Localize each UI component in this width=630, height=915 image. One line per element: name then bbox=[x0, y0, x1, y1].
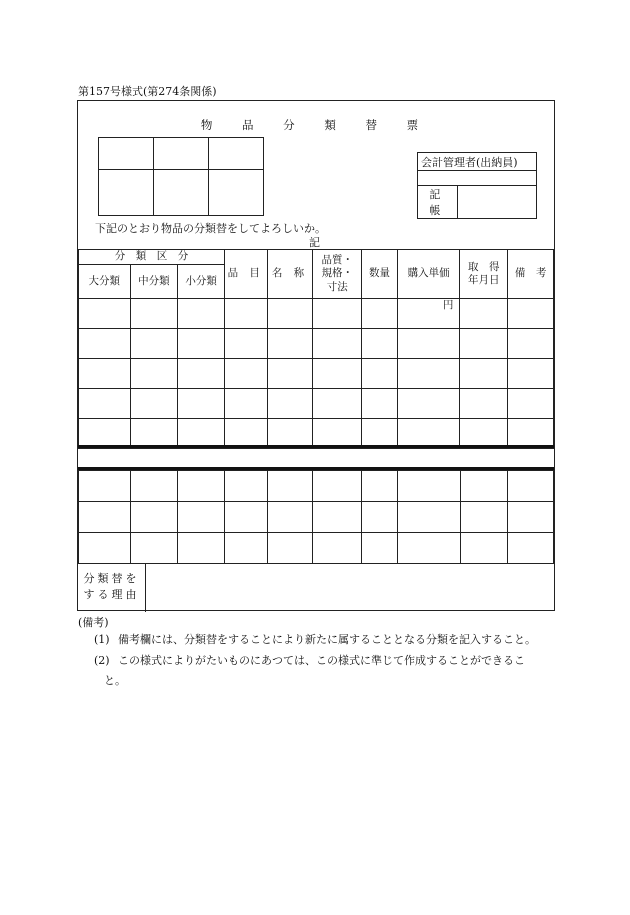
cell[interactable] bbox=[460, 299, 508, 329]
cell[interactable] bbox=[130, 329, 178, 359]
cell[interactable] bbox=[508, 533, 554, 564]
cell[interactable] bbox=[267, 389, 313, 419]
note-item bbox=[94, 651, 556, 691]
cell[interactable] bbox=[460, 389, 508, 419]
cell[interactable] bbox=[362, 419, 398, 449]
reason-label: 分類替をする理由 bbox=[78, 564, 146, 612]
stamp-grid bbox=[98, 137, 264, 216]
document-title: 物 品 分 類 替 票 bbox=[200, 118, 432, 132]
cell[interactable] bbox=[130, 502, 178, 533]
cell[interactable] bbox=[79, 299, 131, 329]
major-class-header: 大分類 bbox=[79, 265, 131, 299]
cell[interactable] bbox=[313, 419, 362, 449]
cell[interactable] bbox=[130, 359, 178, 389]
table-row bbox=[79, 359, 554, 389]
request-sentence: 下記のとおり物品の分類替をしてよろしいか。 bbox=[95, 222, 326, 235]
cell[interactable] bbox=[178, 533, 225, 564]
table-row bbox=[79, 533, 554, 564]
ki-label: 記 bbox=[309, 236, 320, 249]
cell[interactable] bbox=[397, 419, 460, 449]
cell[interactable] bbox=[225, 471, 268, 502]
stamp-cell[interactable] bbox=[209, 138, 264, 170]
cell[interactable] bbox=[460, 419, 508, 449]
cell[interactable] bbox=[460, 502, 508, 533]
cell[interactable] bbox=[79, 502, 131, 533]
note-number: (2) bbox=[94, 654, 110, 667]
cell[interactable] bbox=[178, 359, 225, 389]
cell[interactable] bbox=[313, 329, 362, 359]
cell[interactable] bbox=[362, 471, 398, 502]
cell[interactable] bbox=[130, 389, 178, 419]
form-frame bbox=[77, 100, 555, 611]
cell[interactable] bbox=[178, 471, 225, 502]
minor-class-header: 小分類 bbox=[178, 265, 225, 299]
unit-price-header: 購入単価 bbox=[397, 250, 460, 299]
cell[interactable] bbox=[130, 533, 178, 564]
spec-header-line: 規格・ bbox=[321, 267, 353, 280]
cell[interactable] bbox=[225, 502, 268, 533]
cell[interactable] bbox=[508, 502, 554, 533]
cell[interactable] bbox=[362, 502, 398, 533]
cell[interactable] bbox=[313, 502, 362, 533]
yen-unit-cell[interactable]: 円 bbox=[397, 299, 460, 329]
cell[interactable] bbox=[178, 329, 225, 359]
cell[interactable] bbox=[362, 299, 398, 329]
cell[interactable] bbox=[460, 359, 508, 389]
cell[interactable] bbox=[397, 502, 460, 533]
cell[interactable] bbox=[79, 419, 131, 449]
cell[interactable] bbox=[79, 329, 131, 359]
classification-header: 分 類 区 分 bbox=[79, 250, 225, 265]
cell[interactable] bbox=[460, 471, 508, 502]
cell[interactable] bbox=[79, 533, 131, 564]
register-field[interactable] bbox=[457, 186, 536, 219]
register-label: 記 帳 bbox=[418, 186, 458, 219]
note-text: 備考欄には、分類替をすることにより新たに属することとなる分類を記入すること。 bbox=[118, 633, 536, 646]
approval-box bbox=[417, 152, 537, 219]
cell[interactable] bbox=[267, 502, 313, 533]
middle-class-header: 中分類 bbox=[130, 265, 178, 299]
stamp-cell[interactable] bbox=[99, 138, 154, 170]
acq-header-line: 取 得 bbox=[468, 260, 500, 273]
cell[interactable] bbox=[362, 329, 398, 359]
cell[interactable] bbox=[224, 329, 267, 359]
quantity-header: 数量 bbox=[362, 250, 398, 299]
cell[interactable] bbox=[224, 359, 267, 389]
cell[interactable] bbox=[267, 471, 313, 502]
spec-header-line: 寸法 bbox=[326, 280, 348, 293]
spec-header-line: 品質・ bbox=[321, 254, 353, 267]
cell[interactable] bbox=[362, 389, 398, 419]
cell[interactable] bbox=[178, 502, 225, 533]
manager-label: 会計管理者(出納員) bbox=[418, 153, 537, 171]
note-item bbox=[94, 630, 556, 650]
cell[interactable] bbox=[397, 533, 460, 564]
cell[interactable] bbox=[508, 329, 554, 359]
page-break-line bbox=[78, 445, 554, 448]
cell[interactable] bbox=[79, 471, 131, 502]
stamp-cell[interactable] bbox=[154, 138, 209, 170]
cell[interactable] bbox=[178, 299, 225, 329]
cell[interactable] bbox=[508, 299, 554, 329]
manager-seal-field[interactable] bbox=[418, 171, 537, 186]
continuation-table bbox=[78, 470, 554, 564]
cell[interactable] bbox=[397, 471, 460, 502]
spec-header bbox=[313, 250, 362, 299]
table-row bbox=[79, 299, 554, 329]
cell[interactable] bbox=[267, 533, 313, 564]
cell[interactable] bbox=[508, 389, 554, 419]
cell[interactable] bbox=[362, 533, 398, 564]
cell[interactable] bbox=[130, 299, 178, 329]
cell[interactable] bbox=[178, 419, 225, 449]
acquisition-date-header bbox=[460, 250, 508, 299]
item-table bbox=[78, 249, 554, 449]
table-row bbox=[79, 471, 554, 502]
note-number: (1) bbox=[94, 633, 110, 646]
acq-header-line: 年月日 bbox=[468, 274, 500, 286]
table-row bbox=[79, 389, 554, 419]
cell[interactable] bbox=[460, 533, 508, 564]
notes-heading: (備考) bbox=[78, 616, 109, 629]
cell[interactable] bbox=[130, 419, 178, 449]
cell[interactable] bbox=[460, 329, 508, 359]
cell[interactable] bbox=[267, 419, 313, 449]
cell[interactable] bbox=[313, 299, 362, 329]
cell[interactable] bbox=[313, 533, 362, 564]
cell[interactable] bbox=[79, 359, 131, 389]
cell[interactable] bbox=[313, 389, 362, 419]
table-row bbox=[79, 419, 554, 449]
cell[interactable] bbox=[397, 389, 460, 419]
cell[interactable] bbox=[397, 359, 460, 389]
note-text-continuation: と。 bbox=[104, 674, 126, 687]
note-text: この様式によりがたいものにあつては、この様式に準じて作成することができるこ bbox=[118, 654, 525, 667]
cell[interactable] bbox=[178, 389, 225, 419]
stamp-cell[interactable] bbox=[99, 170, 154, 216]
name-header: 名 称 bbox=[267, 250, 313, 299]
cell[interactable] bbox=[313, 359, 362, 389]
cell[interactable] bbox=[508, 471, 554, 502]
cell[interactable] bbox=[508, 419, 554, 449]
stamp-cell[interactable] bbox=[154, 170, 209, 216]
cell[interactable] bbox=[508, 359, 554, 389]
cell[interactable] bbox=[313, 471, 362, 502]
cell[interactable] bbox=[79, 389, 131, 419]
cell[interactable] bbox=[224, 389, 267, 419]
cell[interactable] bbox=[224, 299, 267, 329]
reason-row[interactable] bbox=[78, 563, 554, 612]
stamp-cell[interactable] bbox=[209, 170, 264, 216]
table-row bbox=[79, 502, 554, 533]
item-header: 品 目 bbox=[224, 250, 267, 299]
form-number-header: 第157号様式(第274条関係) bbox=[78, 85, 217, 98]
cell[interactable] bbox=[397, 329, 460, 359]
cell[interactable] bbox=[267, 329, 313, 359]
cell[interactable] bbox=[130, 471, 178, 502]
cell[interactable] bbox=[225, 533, 268, 564]
table-row bbox=[79, 329, 554, 359]
remarks-header: 備 考 bbox=[508, 250, 554, 299]
cell[interactable] bbox=[224, 419, 267, 449]
cell[interactable] bbox=[267, 359, 313, 389]
cell[interactable] bbox=[267, 299, 313, 329]
cell[interactable] bbox=[362, 359, 398, 389]
